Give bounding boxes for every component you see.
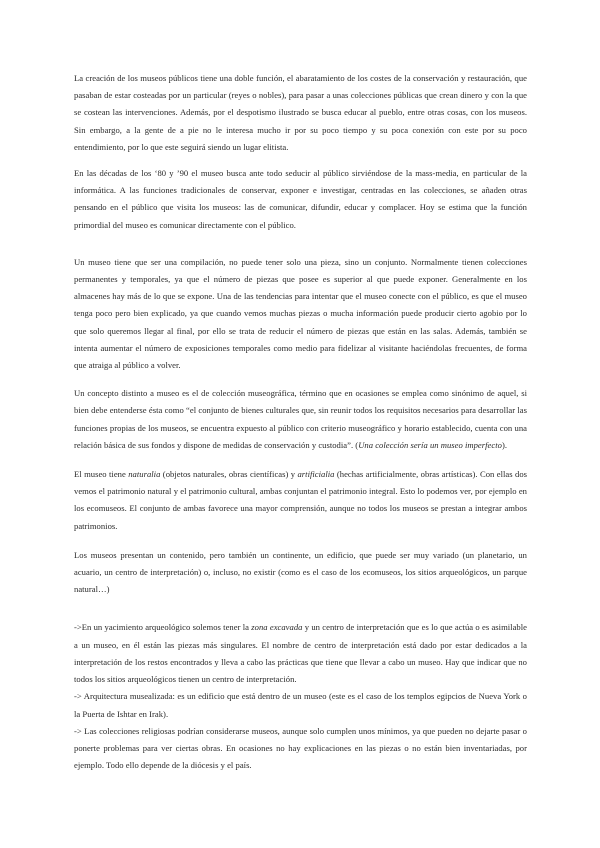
italic-segment: Una colección sería un museo imperfecto (358, 439, 502, 450)
italic-segment: zona excavada (251, 622, 303, 633)
text-segment: ->En un yacimiento arqueológico solemos tener la (74, 622, 252, 633)
text-segment: El museo tiene (74, 469, 129, 480)
paragraph-musealized-architecture: -> Arquitectura musealizada: es un edificio que está dentro de un museo (este es el caso de los templos egipcios de Nueva York o la Puerta de Ishtar en Irak). (74, 691, 527, 719)
paragraph-mass-media: En las décadas de los ‘80 y ’90 el museo busca ante todo seducir al público sirviéndose de la mass-media, en particular de la informática. A las funciones tradicionales de conservar, exponer e investigar, centradas en las colecciones, se añaden otras pensando en el público que visita los museos: las de comunicar, difundir, educar y complacer. Hoy se estima que la función primordial del museo es comunicar directamente con el público. (74, 168, 527, 230)
text-segment: (objetos naturales, obras científicas) y (160, 469, 298, 480)
paragraph-museum-origins: La creación de los museos públicos tiene una doble función, el abaratamiento de los costes de la conservación y restauración, que pasaban de estar costeadas por un particular (reyes o nobles), para pasar a unas colecciones públicas que crean dinero y con la que se costean las intervenciones. Además, por el despotismo ilustrado se busca educar al pueblo, entre otras cosas, con los museos. Sin embargo, a la gente de a pie no le interesa mucho ir por su poco tiempo y su poca conexión con este por su poco entendimiento, por lo que este seguirá siendo un lugar elitista. (74, 73, 527, 152)
text-segment: (hechas artificialmente, obras artísticas). Con ellas dos vemos el patrimonio natural y el patrimonio cultural, ambas conjuntan el patrimonio integral. Esto lo podemos ver, por ejemplo en los ecomuseos. El conjunto de ambas favorece una mayor comprensión, aunque no todos los museos se prestan a integrar ambos patrimonios. (74, 469, 528, 531)
italic-segment: naturalia (128, 469, 161, 480)
paragraph-compilation: Un museo tiene que ser una compilación, no puede tener solo una pieza, sino un conjunto. Normalmente tienen colecciones permanentes y temporales, ya que el número de piezas que posee es superior al que puede exponer. Generalmente en los almacenes hay más de lo que se expone. Una de las tendencias para intentar que el museo conecte con el público, es que el museo tenga poco pero bien explicado, ya que cuando vemos muchas piezas o mucha información puede producir cierto agobio por lo que solo queremos llegar al final, por ello se trata de reducir el número de piezas que están en las salas. Además, también se intenta aumentar el número de exposiciones temporales como medio para fidelizar al visitante haciéndolas frecuentes, de forma que atraiga al público a volver. (74, 256, 527, 371)
paragraph-archaeological-site (74, 619, 527, 688)
paragraph-religious-collections: -> Las colecciones religiosas podrían considerarse museos, aunque solo cumplen unos mínimos, ya que pueden no dejarte pasar o ponerte problemas para ver ciertas obras. En ocasiones no hay explicaciones en las piezas o no están bien inventariadas, por ejemplo. Todo ello depende de la diócesis y el país. (74, 725, 527, 771)
text-segment: y un centro de interpretación que es lo que actúa o es asimilable a un museo, en él están las piezas más singulares. El nombre de centro de interpretación está dado por estar dedicados a la interpretación de los restos encontrados y lleva a cabo las prácticas que tiene que llevar a cabo un museo. Hay que indicar que no todos los sitios arqueológicos tienen un centro de interpretación. (74, 622, 527, 685)
text-segment: Un concepto distinto a museo es el de colección museográfica, término que en ocasiones se emplea como sinónimo de aquel, si bien debe entenderse ésta como “el conjunto de bienes culturales que, sin reunir todos los requisitos necesarios para desarrollar las funciones propias de los museos, se encuentra expuesto al público con criterio museográfico y horario establecido, cuenta con una relación básica de sus fondos y dispone de medidas de conservación y custodia”. ( (74, 388, 527, 450)
paragraph-container: Los museos presentan un contenido, pero también un continente, un edificio, que puede ser muy variado (un planetario, un acuario, un centro de interpretación) o, incluso, no existir (como es el caso de los ecomuseos, los sitios arqueológicos, un parque natural…) (74, 549, 527, 595)
paragraph-naturalia (74, 466, 527, 535)
paragraph-museographic-collection (74, 385, 527, 454)
italic-segment: artificialia (297, 469, 335, 480)
text-segment: ). (501, 439, 507, 450)
